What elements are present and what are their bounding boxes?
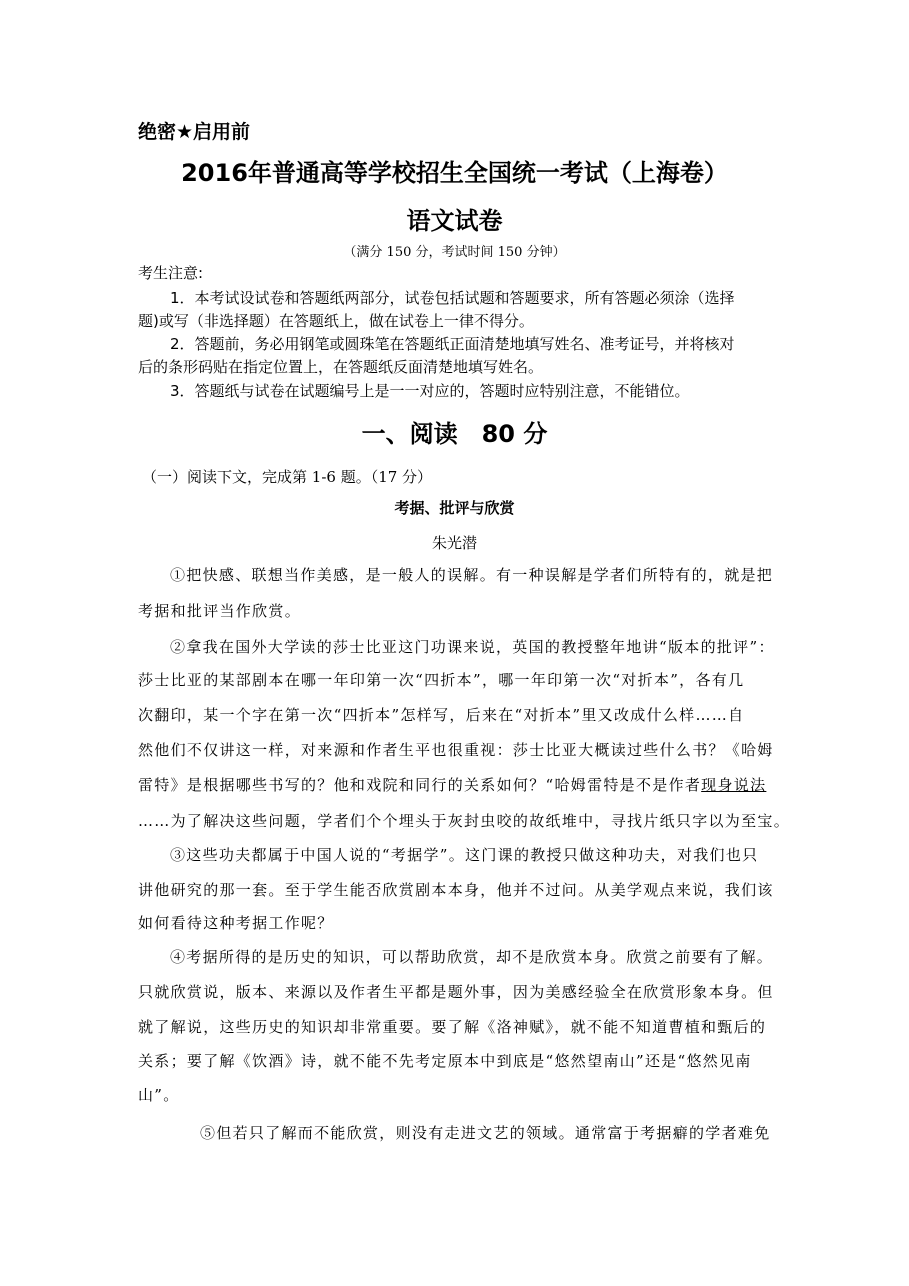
article-title: 考据、批评与欣赏 <box>394 499 515 517</box>
article-line-text: 雷特》是根据哪些书写的？他和戏院和同行的关系如何？“哈姆雷特是不是作者 <box>138 776 702 794</box>
article-line: 讲他研究的那一套。至于学生能否欣赏剧本本身，他并不过问。从美学观点来说，我们该 <box>138 881 774 899</box>
notice-line: 题)或写（非选择题）在答题纸上，做在试卷上一律不得分。 <box>138 312 534 330</box>
notice-line: 2．答题前，务必用钢笔或圆珠笔在答题纸正面清楚地填写姓名、准考证号，并将核对 <box>170 335 735 353</box>
notice-heading: 考生注意: <box>138 264 204 282</box>
score-note: （满分 150 分，考试时间 150 分钟） <box>343 245 566 260</box>
section-heading: 一、阅读 80 分 <box>361 420 548 448</box>
article-line: ……为了解决这些问题，学者们个个埋头于灰封虫咬的故纸堆中，寻找片纸只字以为至宝。 <box>138 812 791 830</box>
article-line: 考据和批评当作欣赏。 <box>138 602 302 620</box>
article-line: ⑤但若只了解而不能欣赏，则没有走进文艺的领域。通常富于考据癖的学者难免 <box>200 1124 771 1142</box>
underlined-phrase: 现身说法 <box>701 776 767 794</box>
article-line: 次翻印，某一个字在第一次“四折本”怎样写，后来在“对折本”里又改成什么样……自 <box>138 706 745 724</box>
article-line: ④考据所得的是历史的知识，可以帮助欣赏，却不是欣赏本身。欣赏之前要有了解。 <box>170 948 774 966</box>
notice-line: 3．答题纸与试卷在试题编号上是一一对应的，答题时应特别注意，不能错位。 <box>170 382 690 400</box>
article-line <box>138 770 766 800</box>
article-line: 关系；要了解《饮酒》诗，就不能不先考定原本中到底是“悠然望南山”还是“悠然见南 <box>138 1052 752 1070</box>
part-intro: （一）阅读下文，完成第 1-6 题。（17 分） <box>142 468 433 486</box>
exam-subtitle: 语文试卷 <box>406 207 503 235</box>
article-line: ②拿我在国外大学读的莎士比亚这门功课来说，英国的教授整年地讲“版本的批评”： <box>170 638 775 656</box>
article-line: 山”。 <box>138 1086 180 1104</box>
article-line: 然他们不仅讲这一样，对来源和作者生平也很重视：莎士比亚大概读过些什么书？《哈姆 <box>138 741 774 759</box>
article-line: ①把快感、联想当作美感，是一般人的误解。有一种误解是学者们所特有的，就是把 <box>170 566 774 584</box>
notice-line: 1．本考试设试卷和答题纸两部分，试卷包括试题和答题要求，所有答题必须涂（选择 <box>170 289 735 307</box>
article-author: 朱光潜 <box>431 534 477 552</box>
article-line: 如何看待这种考据工作呢？ <box>138 914 334 932</box>
article-line: 就了解说，这些历史的知识却非常重要。要了解《洛神赋》，就不能不知道曹植和甄后的 <box>138 1018 767 1036</box>
confidential-label: 绝密★启用前 <box>138 121 251 143</box>
article-line: 只就欣赏说，版本、来源以及作者生平都是题外事，因为美感经验全在欣赏形象本身。但 <box>138 983 774 1001</box>
exam-title: 2016年普通高等学校招生全国统一考试（上海卷） <box>181 159 728 187</box>
notice-line: 后的条形码贴在指定位置上，在答题纸反面清楚地填写姓名。 <box>138 358 544 376</box>
article-line: ③这些功夫都属于中国人说的“考据学”。这门课的教授只做这种功夫，对我们也只 <box>170 846 759 864</box>
article-line: 莎士比亚的某部剧本在哪一年印第一次“四折本”，哪一年印第一次“对折本”，各有几 <box>138 671 745 689</box>
